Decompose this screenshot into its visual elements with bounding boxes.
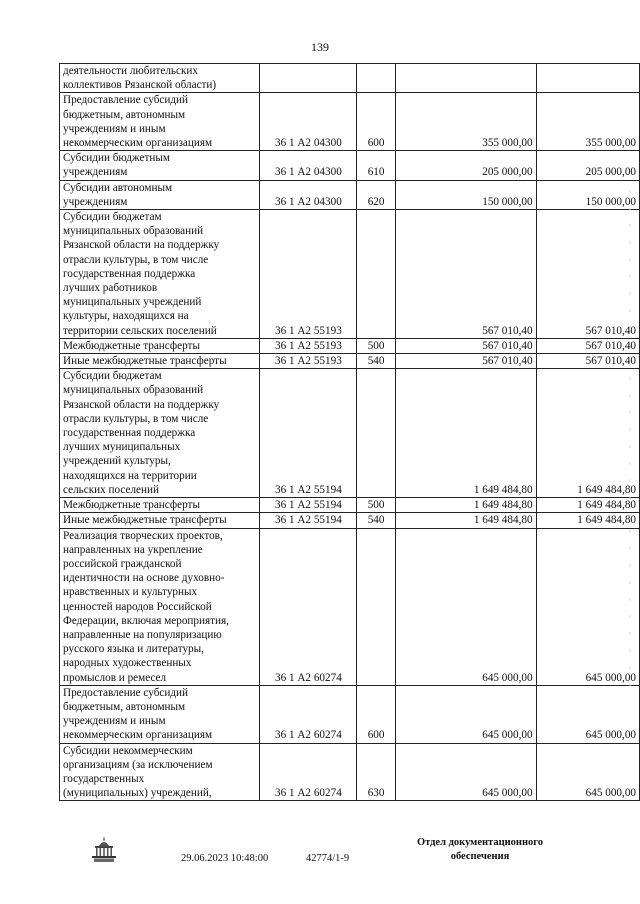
- row-value1-cell: 1 649 484,80: [395, 513, 536, 528]
- table-row: [60, 151, 640, 180]
- row-name-cell: Субсидии некоммерческим организациям (за исключением государственных (муниципальных) учреждений,: [60, 743, 260, 801]
- row-type-cell: 500: [357, 498, 395, 513]
- table-row: [60, 180, 640, 209]
- row-type-cell: [357, 210, 395, 339]
- row-value1-cell: 645 000,00: [395, 685, 536, 743]
- row-code-cell: 36 1 А2 60274: [260, 685, 357, 743]
- row-value1-cell: 1 649 484,80: [395, 369, 536, 498]
- row-value2-cell: 645 000,00: [536, 743, 639, 801]
- row-value1-cell: 645 000,00: [395, 743, 536, 801]
- row-code-cell: 36 1 А2 60274: [260, 743, 357, 801]
- row-value1-cell: 205 000,00: [395, 151, 536, 180]
- table-row: [60, 354, 640, 369]
- row-name-cell: Субсидии бюджетам муниципальных образований Рязанской области на поддержку отрасли культуры, в том числе государственная поддержка лучших муниципальных учреждений культуры, находящихся на территории сельских поселений: [60, 369, 260, 498]
- row-code-cell: 36 1 А2 60274: [260, 528, 357, 685]
- row-value2-cell: 567 010,40: [536, 354, 639, 369]
- row-type-cell: 540: [357, 354, 395, 369]
- row-type-cell: 610: [357, 151, 395, 180]
- row-value1-cell: 645 000,00: [395, 528, 536, 685]
- row-code-cell: 36 1 А2 04300: [260, 180, 357, 209]
- table-row: [60, 369, 640, 498]
- row-name-cell: Иные межбюджетные трансферты: [60, 354, 260, 369]
- row-type-cell: 620: [357, 180, 395, 209]
- row-value2-cell: [536, 64, 639, 93]
- table-row: [60, 338, 640, 353]
- row-value1-cell: 355 000,00: [395, 93, 536, 151]
- row-name-cell: деятельности любительских коллективов Рязанской области): [60, 64, 260, 93]
- row-code-cell: 36 1 А2 55194: [260, 513, 357, 528]
- row-code-cell: [260, 64, 357, 93]
- row-name-cell: Предоставление субсидий бюджетным, автономным учреждениям и иным некоммерческим организациям: [60, 93, 260, 151]
- row-name-cell: Иные межбюджетные трансферты: [60, 513, 260, 528]
- row-value2-cell: 645 000,00: [536, 528, 639, 685]
- row-value1-cell: 567 010,40: [395, 354, 536, 369]
- row-name-cell: Субсидии бюджетам муниципальных образований Рязанской области на поддержку отрасли культуры, в том числе государственная поддержка лучших работников муниципальных учреждений культуры, находящихся на территории сельских поселений: [60, 210, 260, 339]
- row-value1-cell: 150 000,00: [395, 180, 536, 209]
- row-type-cell: [357, 64, 395, 93]
- department-stamp: Отдел документационного обеспечения: [416, 837, 544, 862]
- row-name-cell: Субсидии автономным учреждениям: [60, 180, 260, 209]
- table-row: [60, 93, 640, 151]
- row-value2-cell: 1 649 484,80: [536, 498, 639, 513]
- row-value2-cell: 205 000,00: [536, 151, 639, 180]
- row-value1-cell: 1 649 484,80: [395, 498, 536, 513]
- row-type-cell: [357, 369, 395, 498]
- row-code-cell: 36 1 А2 55193: [260, 354, 357, 369]
- row-value2-cell: 150 000,00: [536, 180, 639, 209]
- row-name-cell: Межбюджетные трансферты: [60, 338, 260, 353]
- row-name-cell: Межбюджетные трансферты: [60, 498, 260, 513]
- row-code-cell: 36 1 А2 55193: [260, 338, 357, 353]
- page-number: 139: [311, 40, 329, 54]
- footer-datetime: 29.06.2023 10:48:00: [181, 853, 269, 864]
- table-row: [60, 498, 640, 513]
- row-value2-cell: 567 010,40: [536, 210, 639, 339]
- row-code-cell: 36 1 А2 55194: [260, 498, 357, 513]
- table-row: [60, 210, 640, 339]
- row-code-cell: 36 1 А2 04300: [260, 151, 357, 180]
- row-type-cell: 600: [357, 93, 395, 151]
- row-value2-cell: 1 649 484,80: [536, 513, 639, 528]
- table-row: [60, 743, 640, 801]
- duma-building-icon: [90, 837, 118, 863]
- row-type-cell: 630: [357, 743, 395, 801]
- row-type-cell: 600: [357, 685, 395, 743]
- row-code-cell: 36 1 А2 55194: [260, 369, 357, 498]
- row-type-cell: [357, 528, 395, 685]
- row-value1-cell: 567 010,40: [395, 338, 536, 353]
- row-value1-cell: 567 010,40: [395, 210, 536, 339]
- footer-document-number: 42774/1-9: [306, 853, 350, 864]
- table-row: [60, 528, 640, 685]
- row-name-cell: Реализация творческих проектов, направленных на укрепление российской гражданской идентичности на основе духовно- нравственных и культурных ценностей народов Российской Федерации, включая мероприятия, направленные на популяризацию русского языка и литературы, народных художественных промыслов и ремесел: [60, 528, 260, 685]
- row-value1-cell: [395, 64, 536, 93]
- table-row: [60, 513, 640, 528]
- table-row: [60, 64, 640, 93]
- row-name-cell: Предоставление субсидий бюджетным, автономным учреждениям и иным некоммерческим организациям: [60, 685, 260, 743]
- budget-table-body: [60, 64, 640, 801]
- row-value2-cell: 355 000,00: [536, 93, 639, 151]
- row-value2-cell: 1 649 484,80: [536, 369, 639, 498]
- row-type-cell: 500: [357, 338, 395, 353]
- row-code-cell: 36 1 А2 04300: [260, 93, 357, 151]
- row-value2-cell: 567 010,40: [536, 338, 639, 353]
- budget-table: [59, 63, 640, 801]
- row-value2-cell: 645 000,00: [536, 685, 639, 743]
- row-type-cell: 540: [357, 513, 395, 528]
- margin-scan-marks: [628, 190, 632, 690]
- row-name-cell: Субсидии бюджетным учреждениям: [60, 151, 260, 180]
- row-code-cell: 36 1 А2 55193: [260, 210, 357, 339]
- table-row: [60, 685, 640, 743]
